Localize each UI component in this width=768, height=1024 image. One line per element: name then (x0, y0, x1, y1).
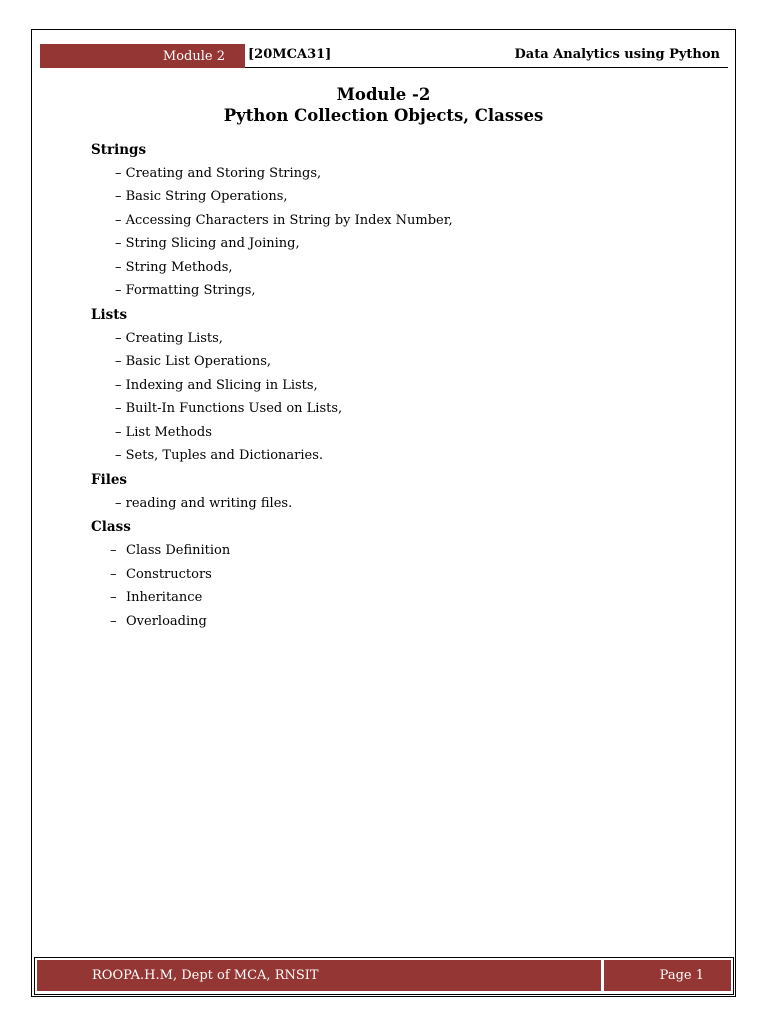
header-rule (245, 67, 728, 68)
title-line-2: Python Collection Objects, Classes (223, 106, 544, 125)
list-item-text: Inheritance (126, 590, 203, 605)
list-item-text: Constructors (126, 567, 212, 582)
section-heading-files: Files (91, 472, 128, 488)
list-item-text: Overloading (126, 614, 207, 629)
list-item: – List Methods (115, 425, 212, 440)
section-heading-strings: Strings (91, 142, 147, 158)
list-item (110, 565, 212, 585)
list-item (110, 612, 207, 632)
list-dash: – (110, 567, 117, 582)
list-item: – Formatting Strings, (115, 283, 256, 298)
list-item: – Accessing Characters in String by Index Number, (115, 213, 453, 228)
list-item: – Creating Lists, (115, 331, 223, 346)
list-item-text: Class Definition (126, 543, 231, 558)
list-item: – Sets, Tuples and Dictionaries. (115, 448, 324, 463)
list-item: – Indexing and Slicing in Lists, (115, 378, 318, 393)
section-heading-class: Class (91, 519, 131, 535)
list-item: – String Slicing and Joining, (115, 236, 300, 251)
list-item: – Built-In Functions Used on Lists, (115, 401, 343, 416)
header-subject: Data Analytics using Python (514, 47, 720, 62)
list-item: – reading and writing files. (115, 496, 293, 511)
list-item (110, 541, 230, 561)
list-dash: – (110, 543, 117, 558)
header-course-code: [20MCA31] (248, 47, 332, 62)
header-module-label: Module 2 (40, 44, 245, 68)
page-title (31, 84, 736, 126)
title-line-1: Module -2 (336, 85, 431, 104)
list-item: – Basic List Operations, (115, 354, 272, 369)
list-dash: – (110, 614, 117, 629)
list-item (110, 588, 202, 608)
section-heading-lists: Lists (91, 307, 128, 323)
footer-author: ROOPA.H.M, Dept of MCA, RNSIT (37, 960, 601, 991)
list-item: – String Methods, (115, 260, 233, 275)
footer-page-number: Page 1 (604, 960, 731, 991)
list-dash: – (110, 590, 117, 605)
list-item: – Basic String Operations, (115, 189, 288, 204)
list-item: – Creating and Storing Strings, (115, 166, 322, 181)
